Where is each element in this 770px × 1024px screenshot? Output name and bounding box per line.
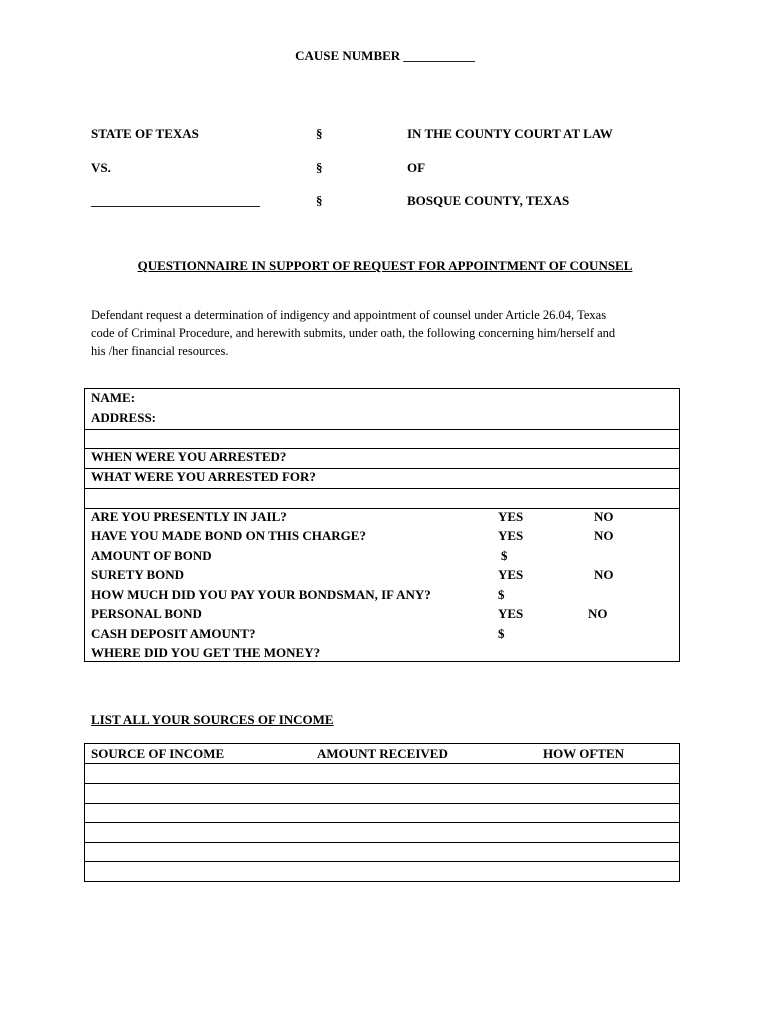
income-row[interactable] xyxy=(85,842,679,862)
in-jail-no[interactable]: NO xyxy=(594,509,614,524)
bondsman-payment-field[interactable]: $ xyxy=(498,587,505,602)
income-section-title: LIST ALL YOUR SOURCES OF INCOME xyxy=(91,712,334,727)
question-amount-of-bond: AMOUNT OF BOND xyxy=(91,548,212,563)
caption-county: BOSQUE COUNTY, TEXAS xyxy=(407,193,570,208)
intro-line: his /her financial resources. xyxy=(91,344,229,358)
defendant-name-blank[interactable]: __________________________ xyxy=(91,193,260,208)
question-bondsman-payment: HOW MUCH DID YOU PAY YOUR BONDSMAN, IF ANY? xyxy=(91,587,431,602)
caption-vs: VS. xyxy=(91,160,111,175)
question-in-jail: ARE YOU PRESENTLY IN JAIL? xyxy=(91,509,287,524)
name-field[interactable]: NAME: xyxy=(91,390,136,405)
made-bond-no[interactable]: NO xyxy=(594,528,614,543)
question-made-bond: HAVE YOU MADE BOND ON THIS CHARGE? xyxy=(91,528,366,543)
income-row[interactable] xyxy=(85,783,679,803)
income-header-source: SOURCE OF INCOME xyxy=(91,746,225,761)
income-table xyxy=(84,743,680,882)
income-row[interactable] xyxy=(85,861,679,881)
personal-bond-yes[interactable]: YES xyxy=(498,606,524,621)
caption-court: IN THE COUNTY COURT AT LAW xyxy=(407,126,613,141)
intro-paragraph xyxy=(91,306,691,360)
intro-line: code of Criminal Procedure, and herewith submits, under oath, the following concerning him/herself and xyxy=(91,326,616,340)
question-money-source[interactable]: WHERE DID YOU GET THE MONEY? xyxy=(91,645,321,660)
question-surety-bond: SURETY BOND xyxy=(91,567,185,582)
intro-line: Defendant request a determination of indigency and appointment of counsel under Article 26.04, Texas xyxy=(91,308,607,322)
question-personal-bond: PERSONAL BOND xyxy=(91,606,202,621)
amount-of-bond-field[interactable]: $ xyxy=(501,548,508,563)
arrest-date-field[interactable]: WHEN WERE YOU ARRESTED? xyxy=(91,449,287,464)
section-symbol: § xyxy=(316,193,323,208)
surety-bond-yes[interactable]: YES xyxy=(498,567,524,582)
surety-bond-no[interactable]: NO xyxy=(594,567,614,582)
arrest-charge-field[interactable]: WHAT WERE YOU ARRESTED FOR? xyxy=(91,469,316,484)
personal-bond-no[interactable]: NO xyxy=(588,606,608,621)
questionnaire-title: QUESTIONNAIRE IN SUPPORT OF REQUEST FOR APPOINTMENT OF COUNSEL xyxy=(137,258,633,273)
caption-state-of-texas: STATE OF TEXAS xyxy=(91,126,199,141)
cash-deposit-field[interactable]: $ xyxy=(498,626,505,641)
section-symbol: § xyxy=(316,160,323,175)
section-symbol: § xyxy=(316,126,323,141)
question-cash-deposit: CASH DEPOSIT AMOUNT? xyxy=(91,626,256,641)
income-header-frequency: HOW OFTEN xyxy=(543,746,625,761)
caption-of: OF xyxy=(407,160,426,175)
address-field[interactable]: ADDRESS: xyxy=(91,410,157,425)
income-row[interactable] xyxy=(85,822,679,842)
made-bond-yes[interactable]: YES xyxy=(498,528,524,543)
income-row[interactable] xyxy=(85,803,679,823)
income-header-amount: AMOUNT RECEIVED xyxy=(317,746,448,761)
income-row[interactable] xyxy=(85,763,679,783)
questionnaire-box xyxy=(84,388,680,662)
in-jail-yes[interactable]: YES xyxy=(498,509,524,524)
cause-number: CAUSE NUMBER ___________ xyxy=(295,48,475,63)
